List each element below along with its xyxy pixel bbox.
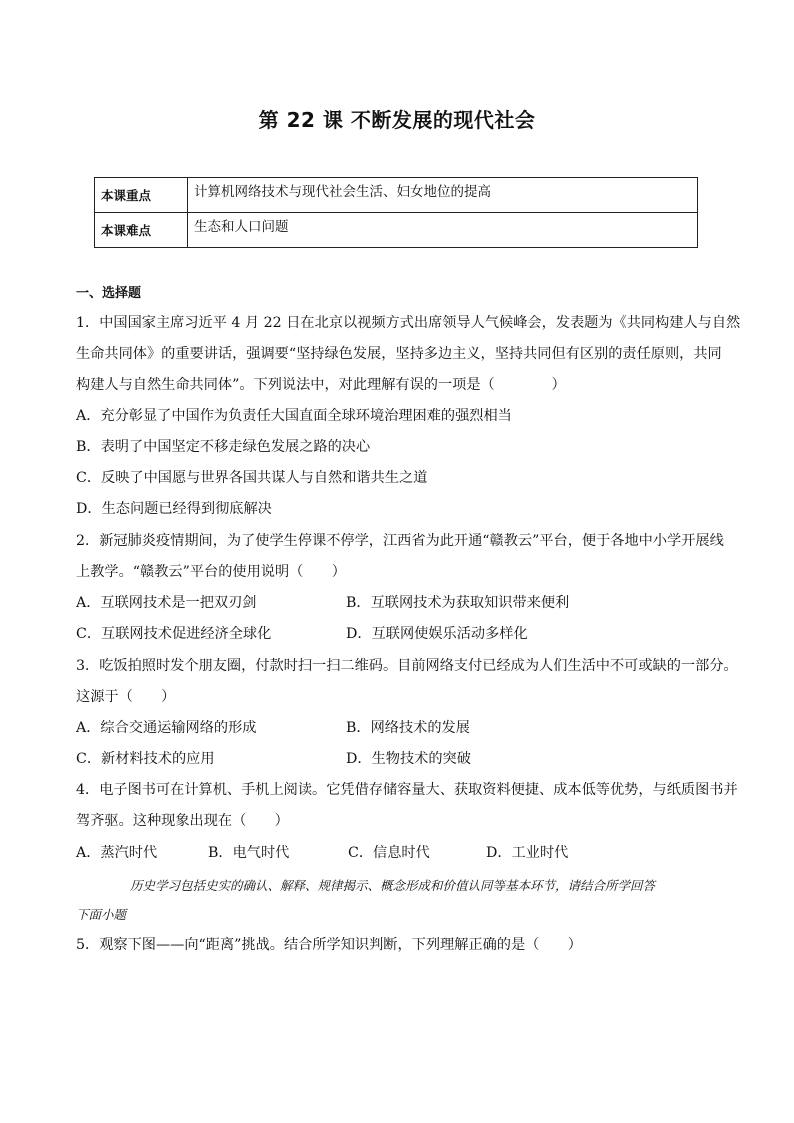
table-key: 本课难点 bbox=[95, 213, 188, 248]
instruction-note: 历史学习包括史实的确认、解释、规律揭示、概念形成和价值认同等基本环节，请结合所学回答 bbox=[130, 878, 656, 893]
question-2-line: 2．新冠肺炎疫情期间，为了使学生停课不停学，江西省为此开通“赣教云”平台，便于各地中小学开展线 bbox=[76, 533, 724, 549]
question-2-option-a: A．互联网技术是一把双刃剑 bbox=[76, 595, 257, 611]
question-3-line: 这源于（ ） bbox=[76, 689, 176, 705]
question-2-option-c: C．互联网技术促进经济全球化 bbox=[76, 626, 272, 642]
lesson-key-points-table bbox=[94, 177, 698, 248]
question-4-option-d: D．工业时代 bbox=[486, 845, 569, 861]
question-1-option-c: C．反映了中国愿与世界各国共谋人与自然和谐共生之道 bbox=[76, 470, 428, 486]
question-4-line: 4．电子图书可在计算机、手机上阅读。它凭借存储容量大、获取资料便捷、成本低等优势，与纸质图书并 bbox=[76, 782, 738, 798]
question-2-line: 上教学。“赣教云”平台的使用说明（ ） bbox=[76, 564, 346, 580]
question-3-option-d: D．生物技术的突破 bbox=[346, 751, 471, 767]
table-row bbox=[95, 178, 698, 213]
question-1-line: 生命共同体》的重要讲话，强调要“坚持绿色发展，坚持多边主义，坚持共同但有区别的责任原则，共同 bbox=[76, 346, 722, 362]
question-1-line: 1．中国国家主席习近平 4 月 22 日在北京以视频方式出席领导人气候峰会，发表题为《共同构建人与自然 bbox=[76, 315, 741, 331]
question-3-option-b: B．网络技术的发展 bbox=[346, 720, 470, 736]
table-row bbox=[95, 213, 698, 248]
page-title: 第 22 课 不断发展的现代社会 bbox=[258, 108, 536, 132]
question-2-option-b: B．互联网技术为获取知识带来便利 bbox=[346, 595, 570, 611]
question-4-line: 驾齐驱。这种现象出现在（ ） bbox=[76, 813, 289, 829]
question-2-option-d: D．互联网使娱乐活动多样化 bbox=[346, 626, 528, 642]
question-1-option-d: D．生态问题已经得到彻底解决 bbox=[76, 501, 272, 517]
table-value: 生态和人口问题 bbox=[188, 213, 698, 248]
table-value: 计算机网络技术与现代社会生活、妇女地位的提高 bbox=[188, 178, 698, 213]
table-key: 本课重点 bbox=[95, 178, 188, 213]
question-4-option-b: B．电气时代 bbox=[208, 845, 290, 861]
question-5-line: 5．观察下图——向“距离”挑战。结合所学知识判断，下列理解正确的是（ ） bbox=[76, 937, 582, 953]
question-1-option-b: B．表明了中国坚定不移走绿色发展之路的决心 bbox=[76, 439, 371, 455]
question-3-option-c: C．新材料技术的应用 bbox=[76, 751, 215, 767]
question-3-option-a: A．综合交通运输网络的形成 bbox=[76, 720, 257, 736]
question-3-line: 3．吃饭拍照时发个朋友圈，付款时扫一扫二维码。目前网络支付已经成为人们生活中不可或缺的一部分。 bbox=[76, 658, 738, 674]
question-1-line: 构建人与自然生命共同体”。下列说法中，对此理解有误的一项是（ ） bbox=[76, 377, 566, 393]
section-heading: 一、选择题 bbox=[76, 286, 142, 301]
instruction-note: 下面小题 bbox=[76, 907, 127, 922]
question-1-option-a: A．充分彰显了中国作为负责任大国直面全球环境治理困难的强烈相当 bbox=[76, 408, 512, 424]
question-4-option-c: C．信息时代 bbox=[348, 845, 430, 861]
question-4-option-a: A．蒸汽时代 bbox=[76, 845, 158, 861]
